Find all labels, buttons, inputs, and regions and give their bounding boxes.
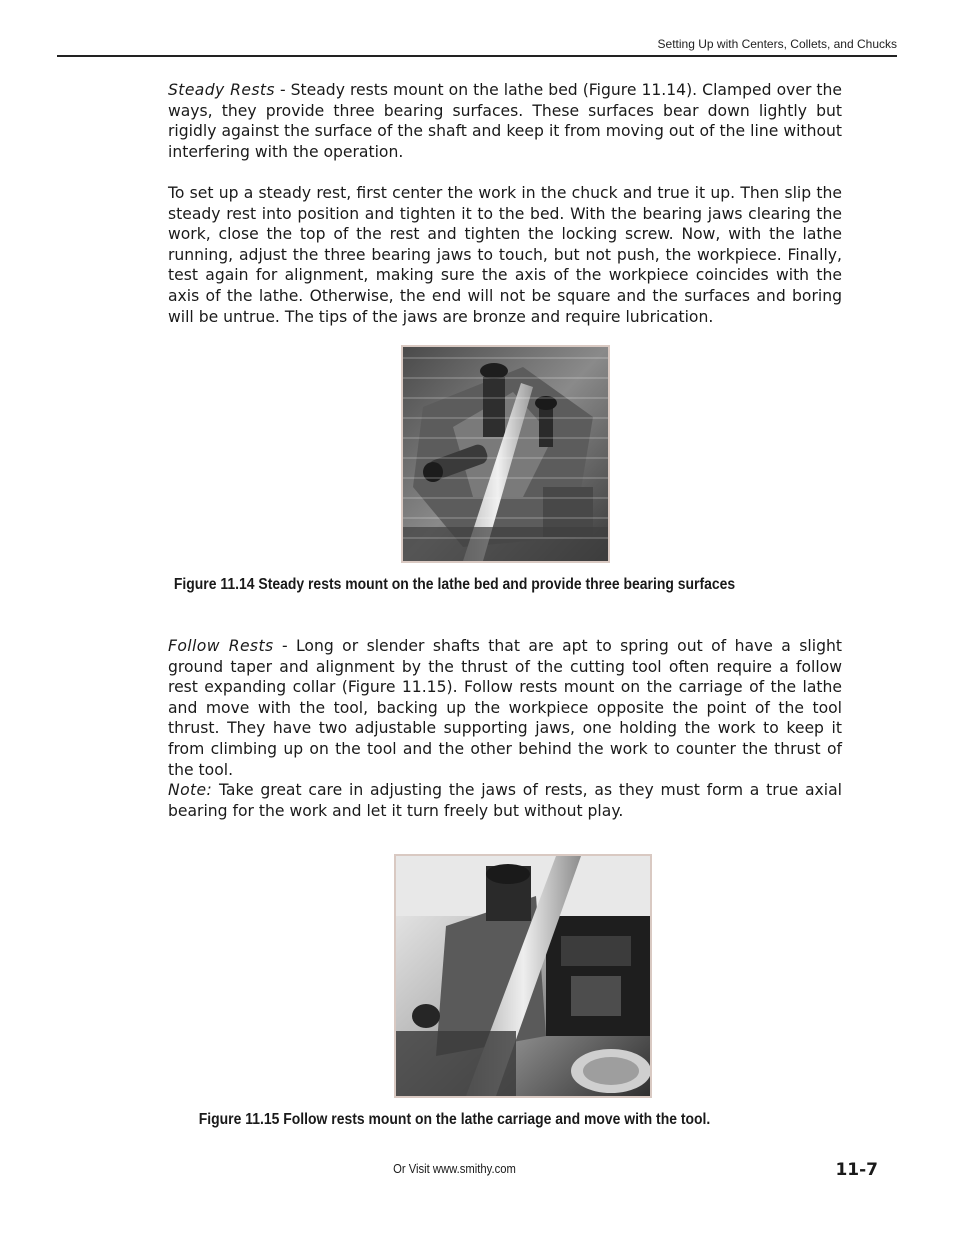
- header-rule: [57, 55, 897, 57]
- page-number: 11-7: [835, 1160, 878, 1180]
- paragraph-note: [168, 780, 842, 821]
- lead-steady-rests: Steady Rests: [168, 81, 275, 99]
- text-note: Take great care in adjusting the jaws of rests, as they must form a true axial bearing for the work and let it turn freely but without play.: [168, 781, 842, 820]
- figure-11-14-caption: Figure 11.14 Steady rests mount on the lathe bed and provide three bearing surfaces: [173, 576, 736, 593]
- figure-11-14-photo: [403, 347, 608, 561]
- running-header: Setting Up with Centers, Collets, and Chucks: [657, 37, 897, 51]
- footer-website: Or Visit www.smithy.com: [393, 1162, 516, 1176]
- text-steady-rests: - Steady rests mount on the lathe bed (Figure 11.14). Clamped over the ways, they provide three bearing surfaces. These surfaces bear down lightly but rigidly against the surface of the shaft and keep it from moving out of the line without interfering with the operation.: [168, 81, 842, 161]
- figure-11-15-caption: Figure 11.15 Follow rests mount on the lathe carriage and move with the tool.: [198, 1111, 711, 1128]
- text-follow-rests: - Long or slender shafts that are apt to spring out of have a slight ground taper and alignment by the thrust of the cutting tool often require a follow rest expanding collar (Figure 11.15). Follow rests mount on the carriage of the lathe and move with the tool, backing up the workpiece opposite the point of the tool thrust. They have two adjustable supporting jaws, one holding the work to keep it from climbing up on the tool and the other behind the work to counter the thrust of the tool.: [168, 637, 842, 779]
- text-setup: To set up a steady rest, first center the work in the chuck and true it up. Then slip the steady rest into position and tighten it to the bed. With the bearing jaws clearing the work, close the top of the rest and tighten the locking screw. Now, with the lathe running, adjust the three bearing jaws to touch, but not push, the workpiece. Finally, test again for alignment, making sure the axis of the workpiece coincides with the axis of the lathe. Otherwise, the end will not be square and the surfaces and boring will be untrue. The tips of the jaws are bronze and require lubrication.: [168, 184, 842, 326]
- paragraph-setup: [168, 183, 842, 327]
- lead-follow-rests: Follow Rests: [168, 637, 274, 655]
- paragraph-follow-rests: [168, 636, 842, 780]
- figure-11-15-photo: [396, 856, 650, 1096]
- paragraph-steady-rests: [168, 80, 842, 162]
- lead-note: Note:: [168, 781, 213, 799]
